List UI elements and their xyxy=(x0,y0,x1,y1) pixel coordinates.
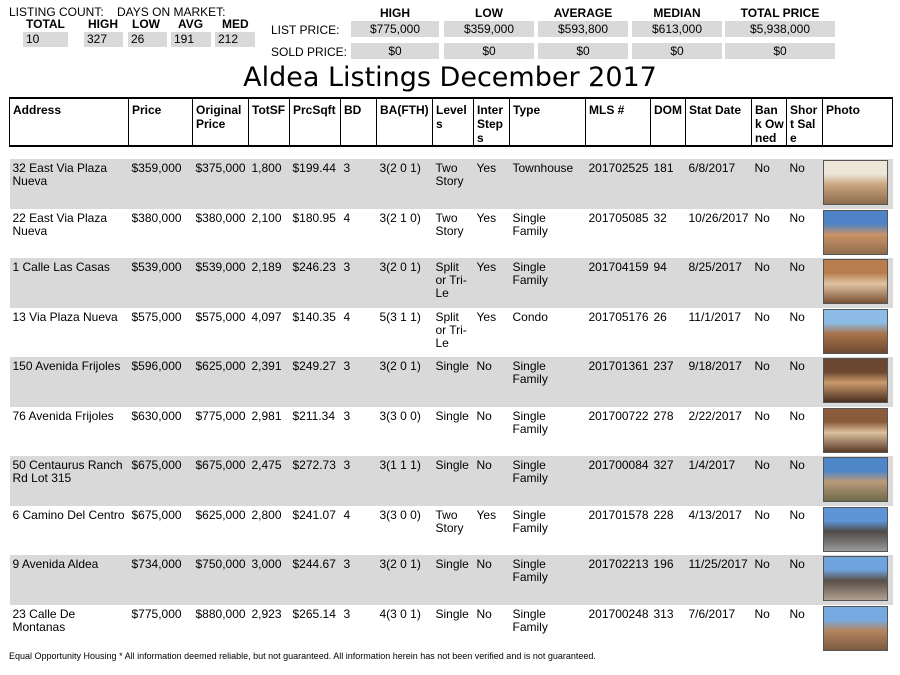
column-header-type: Type xyxy=(510,98,586,146)
cell-intersteps: No xyxy=(474,357,510,407)
cell-type: Single Family xyxy=(510,555,586,605)
summary-med-value: 212 xyxy=(215,32,255,47)
cell-ba-fth: 3(2 0 1) xyxy=(377,357,433,407)
cell-type: Single Family xyxy=(510,456,586,506)
summary-med-label: MED xyxy=(222,17,249,31)
cell-intersteps: No xyxy=(474,456,510,506)
cell-levels: Single xyxy=(433,357,474,407)
cell-intersteps: Yes xyxy=(476,507,497,522)
cell-totsf: 3,000 xyxy=(249,555,290,605)
table-row xyxy=(10,506,893,556)
cell-type: Single Family xyxy=(512,606,548,634)
property-photo[interactable] xyxy=(823,358,888,403)
cell-dom: 237 xyxy=(651,357,686,407)
cell-original-price: $750,000 xyxy=(193,555,249,605)
column-header-ba-fth: BA(FTH) xyxy=(377,98,433,146)
cell-levels: Split or Tri-Le xyxy=(433,258,474,308)
cell-address: 13 Via Plaza Nueva xyxy=(12,309,118,324)
cell-totsf: 2,800 xyxy=(251,507,282,522)
cell-price: $630,000 xyxy=(131,408,182,423)
cell-photo xyxy=(823,555,893,605)
table-row xyxy=(10,407,893,457)
table-row xyxy=(10,456,893,506)
cell-stat-date: 4/13/2017 xyxy=(688,507,742,522)
cell-bd: 4 xyxy=(343,309,351,324)
sold-price-low: $0 xyxy=(444,43,534,59)
cell-price: $539,000 xyxy=(129,258,193,308)
cell-mls: 201700248 xyxy=(588,606,649,621)
property-photo[interactable] xyxy=(823,408,888,453)
cell-totsf: 2,923 xyxy=(251,606,282,621)
cell-original-price: $625,000 xyxy=(193,357,249,407)
cell-bd: 3 xyxy=(341,159,377,209)
property-photo[interactable] xyxy=(823,210,888,255)
cell-stat-date: 9/18/2017 xyxy=(686,357,752,407)
cell-mls: 201704159 xyxy=(586,258,651,308)
cell-photo xyxy=(823,407,893,457)
table-row xyxy=(10,357,893,407)
list-price-low: $359,000 xyxy=(444,21,534,37)
cell-bank-owned: No xyxy=(752,456,787,506)
summary-avg-value: 191 xyxy=(171,32,211,47)
cell-bd: 3 xyxy=(341,357,377,407)
list-price-average: $593,800 xyxy=(538,21,628,37)
cell-mls: 201700084 xyxy=(586,456,651,506)
property-photo[interactable] xyxy=(823,556,888,601)
column-header-dom: DOM xyxy=(651,98,686,146)
cell-ba-fth: 4(3 0 1) xyxy=(379,606,421,621)
cell-short-sale: No xyxy=(789,507,805,522)
cell-bd: 3 xyxy=(343,408,351,423)
cell-original-price: $375,000 xyxy=(193,159,249,209)
sold-price-total: $0 xyxy=(725,43,835,59)
price-header-average: AVERAGE xyxy=(553,6,613,20)
cell-address: 1 Calle Las Casas xyxy=(10,258,129,308)
cell-dom: 32 xyxy=(653,210,667,225)
cell-levels: Two Story xyxy=(435,210,464,238)
cell-ba-fth: 5(3 1 1) xyxy=(379,309,421,324)
cell-prcsqft: $249.27 xyxy=(290,357,341,407)
property-photo[interactable] xyxy=(823,160,888,205)
table-header-row xyxy=(10,98,893,146)
cell-dom: 313 xyxy=(653,606,674,621)
column-header-short-sale: Short Sale xyxy=(787,98,823,146)
column-header-bank-owned: Bank Owned xyxy=(752,98,787,146)
cell-bd: 3 xyxy=(341,258,377,308)
cell-original-price: $880,000 xyxy=(195,606,246,621)
cell-original-price: $625,000 xyxy=(195,507,246,522)
cell-intersteps: No xyxy=(476,408,492,423)
cell-stat-date: 1/4/2017 xyxy=(686,456,752,506)
cell-short-sale: No xyxy=(787,456,823,506)
table-row xyxy=(10,159,893,209)
cell-bank-owned: No xyxy=(752,159,787,209)
price-header-low: LOW xyxy=(475,6,503,20)
cell-mls: 201705085 xyxy=(588,210,649,225)
cell-photo xyxy=(823,258,893,308)
cell-address: 22 East Via Plaza Nueva xyxy=(12,210,108,238)
cell-totsf: 2,475 xyxy=(249,456,290,506)
cell-dom: 278 xyxy=(653,408,674,423)
cell-price: $675,000 xyxy=(131,507,182,522)
cell-price: $675,000 xyxy=(129,456,193,506)
summary-low-value: 26 xyxy=(128,32,167,47)
sold-price-high: $0 xyxy=(351,43,439,59)
cell-short-sale: No xyxy=(787,159,823,209)
property-photo[interactable] xyxy=(823,259,888,304)
sold-price-average: $0 xyxy=(538,43,628,59)
cell-totsf: 2,189 xyxy=(249,258,290,308)
cell-short-sale: No xyxy=(789,606,805,621)
cell-bd: 4 xyxy=(343,210,351,225)
cell-bank-owned: No xyxy=(754,507,770,522)
cell-bd: 4 xyxy=(343,507,351,522)
cell-levels: Single xyxy=(435,408,469,423)
column-header-price: Price xyxy=(129,98,193,146)
summary-low-label: LOW xyxy=(132,17,160,31)
cell-ba-fth: 3(3 0 0) xyxy=(379,408,421,423)
cell-stat-date: 2/22/2017 xyxy=(688,408,742,423)
cell-short-sale: No xyxy=(787,555,823,605)
column-header-address: Address xyxy=(10,98,129,146)
cell-levels: Single xyxy=(433,555,474,605)
cell-address: 23 Calle De Montanas xyxy=(12,606,76,634)
cell-levels: Two Story xyxy=(433,159,474,209)
column-header-mls: MLS # xyxy=(586,98,651,146)
cell-prcsqft: $244.67 xyxy=(290,555,341,605)
cell-ba-fth: 3(2 0 1) xyxy=(377,159,433,209)
price-header-total: TOTAL PRICE xyxy=(740,6,820,20)
cell-prcsqft: $211.34 xyxy=(292,408,335,423)
summary-total-value: 10 xyxy=(23,32,68,47)
cell-type: Single Family xyxy=(512,507,548,535)
cell-mls: 201701578 xyxy=(588,507,649,522)
list-price-high: $775,000 xyxy=(351,21,439,37)
property-photo[interactable] xyxy=(823,309,888,354)
cell-mls: 201702213 xyxy=(586,555,651,605)
column-header-prcsqft: PrcSqft xyxy=(290,98,341,146)
cell-address: 50 Centaurus Ranch Rd Lot 315 xyxy=(10,456,129,506)
summary-high-value: 327 xyxy=(84,32,123,47)
cell-bank-owned: No xyxy=(754,408,770,423)
cell-photo xyxy=(823,308,893,358)
cell-mls: 201700722 xyxy=(588,408,649,423)
cell-totsf: 2,100 xyxy=(251,210,282,225)
cell-bank-owned: No xyxy=(754,606,770,621)
cell-levels: Two Story xyxy=(435,507,464,535)
cell-bd: 3 xyxy=(341,456,377,506)
cell-original-price: $775,000 xyxy=(195,408,246,423)
price-header-high: HIGH xyxy=(380,6,410,20)
cell-mls: 201702525 xyxy=(586,159,651,209)
cell-short-sale: No xyxy=(789,408,805,423)
cell-type: Townhouse xyxy=(510,159,586,209)
cell-prcsqft: $246.23 xyxy=(290,258,341,308)
cell-price: $359,000 xyxy=(129,159,193,209)
cell-prcsqft: $265.14 xyxy=(292,606,336,621)
cell-type: Condo xyxy=(512,309,548,324)
column-header-original-price: Original Price xyxy=(193,98,249,146)
cell-bd: 3 xyxy=(341,555,377,605)
cell-stat-date: 7/6/2017 xyxy=(688,606,736,621)
cell-price: $775,000 xyxy=(131,606,182,621)
cell-price: $380,000 xyxy=(131,210,182,225)
cell-photo xyxy=(823,209,893,259)
cell-dom: 196 xyxy=(651,555,686,605)
cell-totsf: 4,097 xyxy=(251,309,282,324)
cell-ba-fth: 3(3 0 0) xyxy=(379,507,421,522)
summary-avg-label: AVG xyxy=(178,17,204,31)
cell-ba-fth: 3(2 0 1) xyxy=(377,258,433,308)
sold-price-label: SOLD PRICE: xyxy=(271,45,348,59)
cell-prcsqft: $272.73 xyxy=(290,456,341,506)
cell-type: Single Family xyxy=(510,357,586,407)
cell-dom: 26 xyxy=(653,309,667,324)
cell-stat-date: 11/25/2017 xyxy=(686,555,752,605)
table-row xyxy=(10,308,893,358)
cell-stat-date: 11/1/2017 xyxy=(688,309,741,324)
cell-bank-owned: No xyxy=(754,210,770,225)
cell-stat-date: 6/8/2017 xyxy=(686,159,752,209)
property-photo[interactable] xyxy=(823,606,888,651)
cell-dom: 181 xyxy=(651,159,686,209)
cell-original-price: $675,000 xyxy=(193,456,249,506)
cell-short-sale: No xyxy=(787,357,823,407)
cell-mls: 201705176 xyxy=(588,309,649,324)
cell-address: 9 Avenida Aldea xyxy=(10,555,129,605)
cell-levels: Single xyxy=(435,606,469,621)
cell-stat-date: 10/26/2017 xyxy=(688,210,749,225)
column-header-intersteps: InterSteps xyxy=(474,98,510,146)
summary-high-label: HIGH xyxy=(88,17,118,31)
cell-bank-owned: No xyxy=(752,555,787,605)
cell-intersteps: No xyxy=(476,606,492,621)
cell-type: Single Family xyxy=(512,408,548,436)
cell-photo xyxy=(823,456,893,506)
column-header-stat-date: Stat Date xyxy=(686,98,752,146)
cell-intersteps: Yes xyxy=(476,210,497,225)
cell-prcsqft: $140.35 xyxy=(292,309,336,324)
cell-totsf: 2,391 xyxy=(249,357,290,407)
cell-prcsqft: $241.07 xyxy=(292,507,336,522)
cell-photo xyxy=(823,357,893,407)
disclaimer-footer: Equal Opportunity Housing * All information deemed reliable, but not guaranteed. All information herein has not been verified and is not guaranteed. xyxy=(9,651,596,661)
cell-prcsqft: $180.95 xyxy=(292,210,336,225)
cell-stat-date: 8/25/2017 xyxy=(686,258,752,308)
cell-bank-owned: No xyxy=(752,357,787,407)
table-row xyxy=(10,258,893,308)
cell-dom: 327 xyxy=(651,456,686,506)
sold-price-median: $0 xyxy=(632,43,722,59)
cell-address: 6 Camino Del Centro xyxy=(12,507,125,522)
column-header-bd: BD xyxy=(341,98,377,146)
cell-photo xyxy=(823,605,893,655)
cell-totsf: 1,800 xyxy=(249,159,290,209)
cell-address: 76 Avenida Frijoles xyxy=(12,408,114,423)
property-photo[interactable] xyxy=(823,507,888,552)
listings-table xyxy=(9,97,893,654)
cell-address: 150 Avenida Frijoles xyxy=(10,357,129,407)
cell-ba-fth: 3(1 1 1) xyxy=(377,456,433,506)
cell-ba-fth: 3(2 1 0) xyxy=(379,210,421,225)
cell-dom: 228 xyxy=(653,507,674,522)
cell-original-price: $575,000 xyxy=(195,309,246,324)
cell-original-price: $380,000 xyxy=(195,210,246,225)
table-row xyxy=(10,605,893,655)
column-header-photo: Photo xyxy=(823,98,893,146)
column-header-levels: Levels xyxy=(433,98,474,146)
price-header-median: MEDIAN xyxy=(653,6,701,20)
cell-photo xyxy=(823,506,893,556)
cell-type: Single Family xyxy=(510,258,586,308)
cell-levels: Single xyxy=(433,456,474,506)
list-price-label: LIST PRICE: xyxy=(271,23,340,37)
cell-intersteps: Yes xyxy=(476,309,497,324)
days-on-market-label: DAYS ON MARKET: xyxy=(117,5,226,19)
cell-price: $734,000 xyxy=(129,555,193,605)
list-price-total: $5,938,000 xyxy=(725,21,835,37)
cell-original-price: $539,000 xyxy=(193,258,249,308)
cell-type: Single Family xyxy=(512,210,548,238)
cell-photo xyxy=(823,159,893,209)
cell-price: $575,000 xyxy=(131,309,182,324)
cell-intersteps: Yes xyxy=(474,159,510,209)
column-header-totsf: TotSF xyxy=(249,98,290,146)
cell-intersteps: Yes xyxy=(474,258,510,308)
cell-short-sale: No xyxy=(789,210,805,225)
cell-bd: 3 xyxy=(343,606,351,621)
cell-short-sale: No xyxy=(787,258,823,308)
cell-address: 32 East Via Plaza Nueva xyxy=(10,159,129,209)
summary-total-label: TOTAL xyxy=(26,17,65,31)
listing-count-label: LISTING COUNT: xyxy=(9,5,104,19)
table-row xyxy=(10,209,893,259)
cell-ba-fth: 3(2 0 1) xyxy=(377,555,433,605)
cell-levels: Split or Tri-Le xyxy=(435,309,467,350)
cell-totsf: 2,981 xyxy=(251,408,282,423)
cell-short-sale: No xyxy=(789,309,805,324)
cell-intersteps: No xyxy=(474,555,510,605)
cell-bank-owned: No xyxy=(754,309,770,324)
page-title: Aldea Listings December 2017 xyxy=(243,62,657,93)
cell-mls: 201701361 xyxy=(586,357,651,407)
property-photo[interactable] xyxy=(823,457,888,502)
cell-price: $596,000 xyxy=(129,357,193,407)
cell-bank-owned: No xyxy=(752,258,787,308)
cell-dom: 94 xyxy=(651,258,686,308)
table-row xyxy=(10,555,893,605)
cell-prcsqft: $199.44 xyxy=(290,159,341,209)
list-price-median: $613,000 xyxy=(632,21,722,37)
